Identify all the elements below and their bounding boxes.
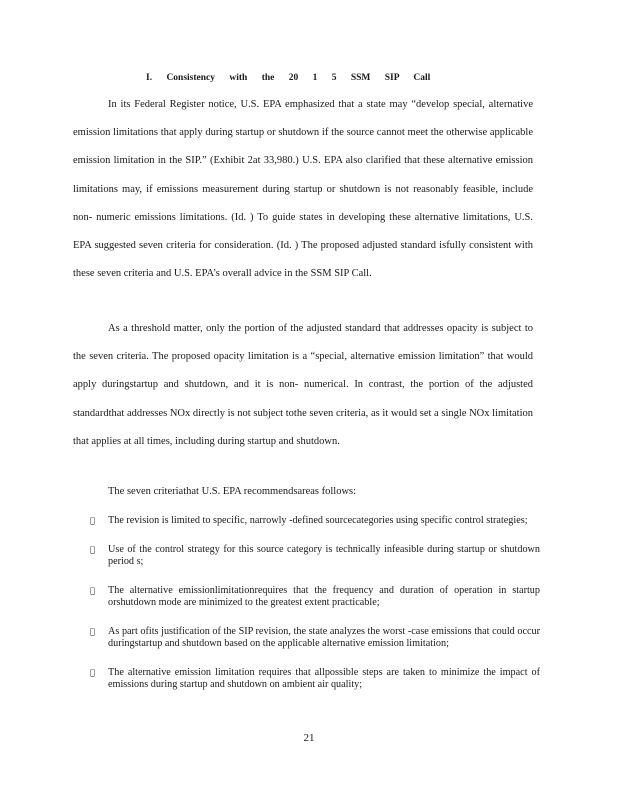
criteria-intro: The seven criteriathat U.S. EPA recommendsareas follows: [108, 486, 357, 497]
section-heading: I. Consistency with the 20 1 5 SSM SIP Call [146, 73, 431, 83]
list-item-text: The alternative emissionlimitationrequires that the frequency and duration of operation in startup orshutdown mode are minimized to the greatest extent practicable; [108, 585, 540, 608]
list-item [90, 626, 540, 650]
bullet-icon [90, 544, 108, 556]
list-item-text: As part ofits justification of the SIP revision, the state analyzes the worst -case emissions that could occur duringstartup and shutdown based on the applicable alternative emission limitation; [108, 626, 540, 649]
bullet-icon [90, 515, 108, 527]
list-item [90, 667, 540, 691]
bullet-icon [90, 585, 108, 597]
list-item [90, 515, 540, 527]
criteria-list [90, 515, 540, 708]
bullet-icon [90, 626, 108, 638]
paragraph-threshold-matter [73, 315, 533, 456]
paragraph-federal-register [73, 91, 533, 288]
list-item [90, 544, 540, 568]
list-item [90, 585, 540, 609]
list-item-text: The alternative emission limitation requires that allpossible steps are taken to minimize the impact of emissions during startup and shutdown on ambient air quality; [108, 667, 540, 690]
paragraph-text: In its Federal Register notice, U.S. EPA emphasized that a state may “develop special, alternative emission limitations that apply during startup or shutdown if the source cannot meet the otherwise applicable emission limitation in the SIP.” (Exhibit 2at 33,980.) U.S. EPA also clarified that these alternative emission limitations may, if emissions measurement during startup or shutdown is not reasonably feasible, include non- numeric emissions limitations. (Id. ) To guide states in developing these alternative limitations, U.S. EPA suggested seven criteria for consideration. (Id. ) The proposed adjusted standard isfully consistent with these seven criteria and U.S. EPA’s overall advice in the SSM SIP Call. [73, 99, 533, 280]
bullet-icon [90, 667, 108, 679]
paragraph-text: As a threshold matter, only the portion of the adjusted standard that addresses opacity is subject to the seven criteria. The proposed opacity limitation is a “special, alternative emission limitation” that would apply duringstartup and shutdown, and it is non- numerical. In contrast, the portion of the adjusted standardthat addresses NOx directly is not subject tothe seven criteria, as it would set a single NOx limitation that applies at all times, including during startup and shutdown. [73, 323, 533, 447]
list-item-text: The revision is limited to specific, narrowly -defined sourcecategories using specific control strategies; [108, 515, 528, 526]
list-item-text: Use of the control strategy for this source category is technically infeasible during startup or shutdown period s; [108, 544, 540, 567]
page-number: 21 [303, 732, 315, 744]
